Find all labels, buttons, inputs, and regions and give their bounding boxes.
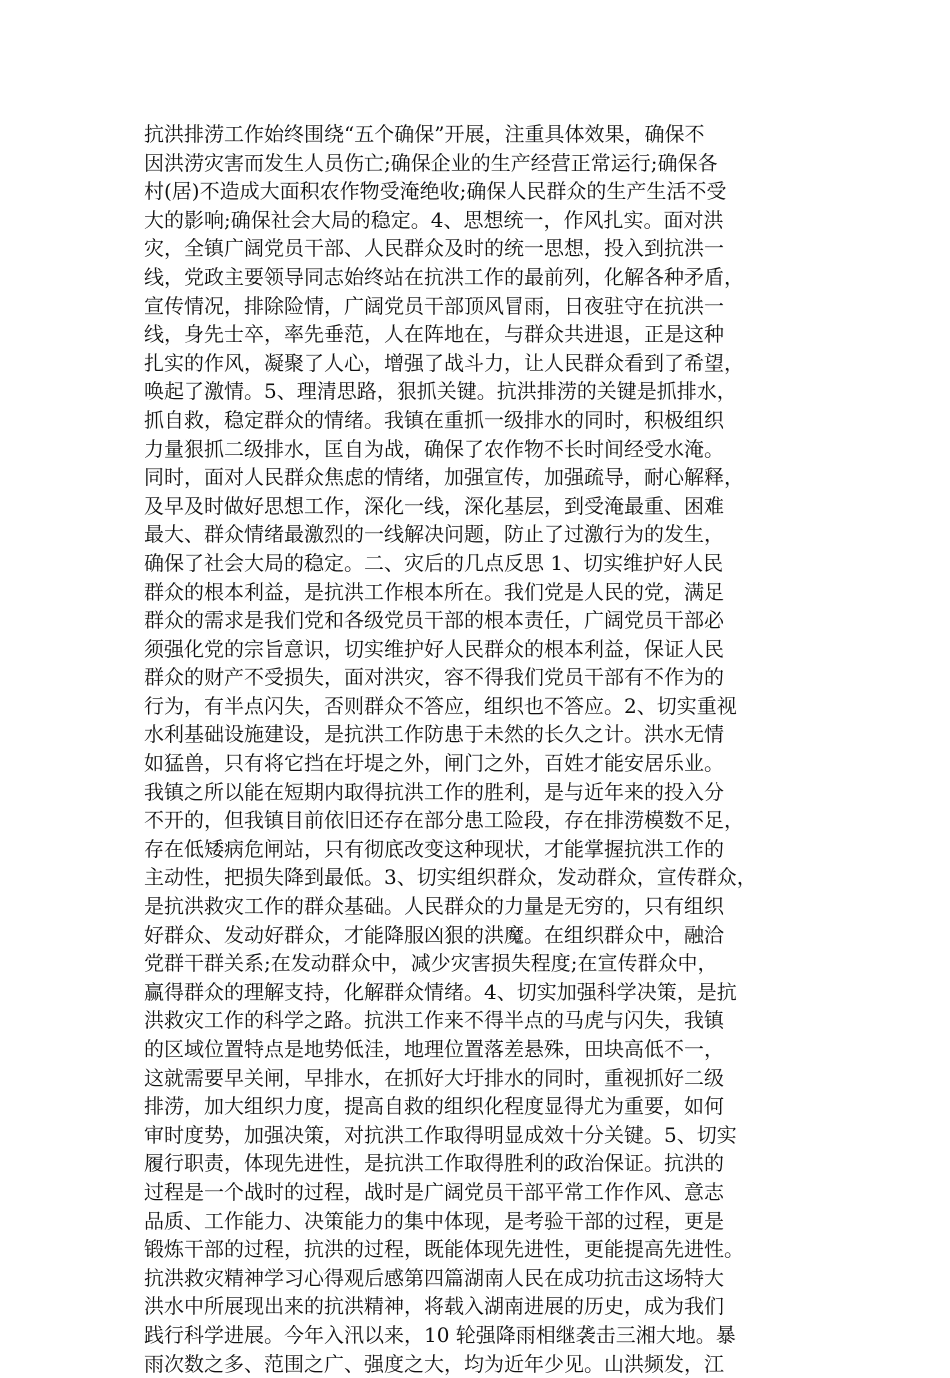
- text-line: 洪水中所展现出来的抗洪精神，将载入湖南进展的历史，成为我们: [144, 1294, 724, 1319]
- text-line: 主动性，把损失降到最低。3、切实组织群众，发动群众，宣传群众，: [144, 865, 757, 890]
- text-line: 不开的，但我镇目前依旧还存在部分患工险段，存在排涝模数不足，: [144, 808, 744, 833]
- text-line: 群众的财产不受损失，面对洪灾，容不得我们党员干部有不作为的: [144, 665, 724, 690]
- text-line: 群众的需求是我们党和各级党员干部的根本责任，广阔党员干部必: [144, 608, 724, 633]
- text-line: 践行科学进展。今年入汛以来，10 轮强降雨相继袭击三湘大地。暴: [144, 1322, 736, 1347]
- text-line: 线，身先士卒，率先垂范，人在阵地在，与群众共进退，正是这种: [144, 322, 724, 347]
- text-line: 这就需要早关闸，早排水，在抓好大圩排水的同时，重视抓好二级: [144, 1065, 724, 1090]
- text-line: 村(居)不造成大面积农作物受淹绝收;确保人民群众的生产生活不受: [144, 179, 727, 204]
- text-line: 线，党政主要领导同志始终站在抗洪工作的最前列，化解各种矛盾，: [144, 264, 744, 289]
- text-line: 抓自救，稳定群众的情绪。我镇在重抓一级排水的同时，积极组织: [144, 407, 724, 432]
- text-line: 党群干群关系;在发动群众中，减少灾害损失程度;在宣传群众中，: [144, 951, 718, 976]
- text-line: 须强化党的宗旨意识，切实维护好人民群众的根本利益，保证人民: [144, 636, 724, 661]
- text-line: 我镇之所以能在短期内取得抗洪工作的胜利，是与近年来的投入分: [144, 779, 724, 804]
- text-line: 灾，全镇广阔党员干部、人民群众及时的统一思想，投入到抗洪一: [144, 236, 724, 261]
- text-line: 审时度势，加强决策，对抗洪工作取得明显成效十分关键。5、切实: [144, 1122, 737, 1147]
- text-line: 力量狠抓二级排水，匡自为战，确保了农作物不长时间经受水淹。: [144, 436, 724, 461]
- text-line: 好群众、发动好群众，才能降服凶狠的洪魔。在组织群众中，融洽: [144, 922, 724, 947]
- text-line: 及早及时做好思想工作，深化一线，深化基层，到受淹最重、困难: [144, 493, 724, 518]
- text-line: 大的影响;确保社会大局的稳定。4、思想统一，作风扎实。面对洪: [144, 207, 724, 232]
- text-line: 确保了社会大局的稳定。二、灾后的几点反思 1、切实维护好人民: [144, 550, 724, 575]
- text-line: 行为，有半点闪失，否则群众不答应，组织也不答应。2、切实重视: [144, 693, 737, 718]
- text-line: 因洪涝灾害而发生人员伤亡;确保企业的生产经营正常运行;确保各: [144, 150, 718, 175]
- text-line: 赢得群众的理解支持，化解群众情绪。4、切实加强科学决策，是抗: [144, 979, 737, 1004]
- text-line: 抗洪排涝工作始终围绕“五个确保”开展，注重具体效果，确保不: [144, 122, 705, 146]
- text-line: 品质、工作能力、决策能力的集中体现，是考验干部的过程，更是: [144, 1208, 724, 1233]
- text-line: 唤起了激情。5、理清思路，狠抓关键。抗洪排涝的关键是抓排水，: [144, 379, 737, 404]
- text-line: 雨次数之多、范围之广、强度之大，均为近年少见。山洪频发，江: [144, 1351, 724, 1376]
- text-line: 水利基础设施建设，是抗洪工作防患于未然的长久之计。洪水无情: [144, 722, 724, 747]
- text-line: 最大、群众情绪最激烈的一线解决问题，防止了过激行为的发生，: [144, 522, 724, 547]
- text-line: 的区域位置特点是地势低洼，地理位置落差悬殊，田块高低不一，: [144, 1037, 724, 1061]
- text-line: 宣传情况，排除险情，广阔党员干部顶风冒雨，日夜驻守在抗洪一: [144, 293, 724, 318]
- text-line: 扎实的作风，凝聚了人心，增强了战斗力，让人民群众看到了希望，: [144, 350, 744, 375]
- text-line: 洪救灾工作的科学之路。抗洪工作来不得半点的马虎与闪失，我镇: [144, 1008, 724, 1033]
- body-text: [144, 120, 824, 1378]
- text-line: 过程是一个战时的过程，战时是广阔党员干部平常工作作风、意志: [144, 1179, 724, 1204]
- text-line: 履行职责，体现先进性，是抗洪工作取得胜利的政治保证。抗洪的: [144, 1151, 724, 1176]
- text-line: 如猛兽，只有将它挡在圩堤之外，闸门之外，百姓才能安居乐业。: [144, 751, 724, 776]
- text-line: 群众的根本利益，是抗洪工作根本所在。我们党是人民的党，满足: [144, 579, 724, 604]
- text-line: 同时，面对人民群众焦虑的情绪，加强宣传，加强疏导，耐心解释，: [144, 465, 744, 490]
- text-line: 是抗洪救灾工作的群众基础。人民群众的力量是无穷的，只有组织: [144, 894, 724, 919]
- text-line: 排涝，加大组织力度，提高自救的组织化程度显得尤为重要，如何: [144, 1094, 724, 1119]
- text-line: 抗洪救灾精神学习心得观后感第四篇湖南人民在成功抗击这场特大: [144, 1265, 724, 1290]
- text-line: 存在低矮病危闸站，只有彻底改变这种现状，才能掌握抗洪工作的: [144, 836, 724, 861]
- text-line: 锻炼干部的过程，抗洪的过程，既能体现先进性，更能提高先进性。: [144, 1237, 744, 1262]
